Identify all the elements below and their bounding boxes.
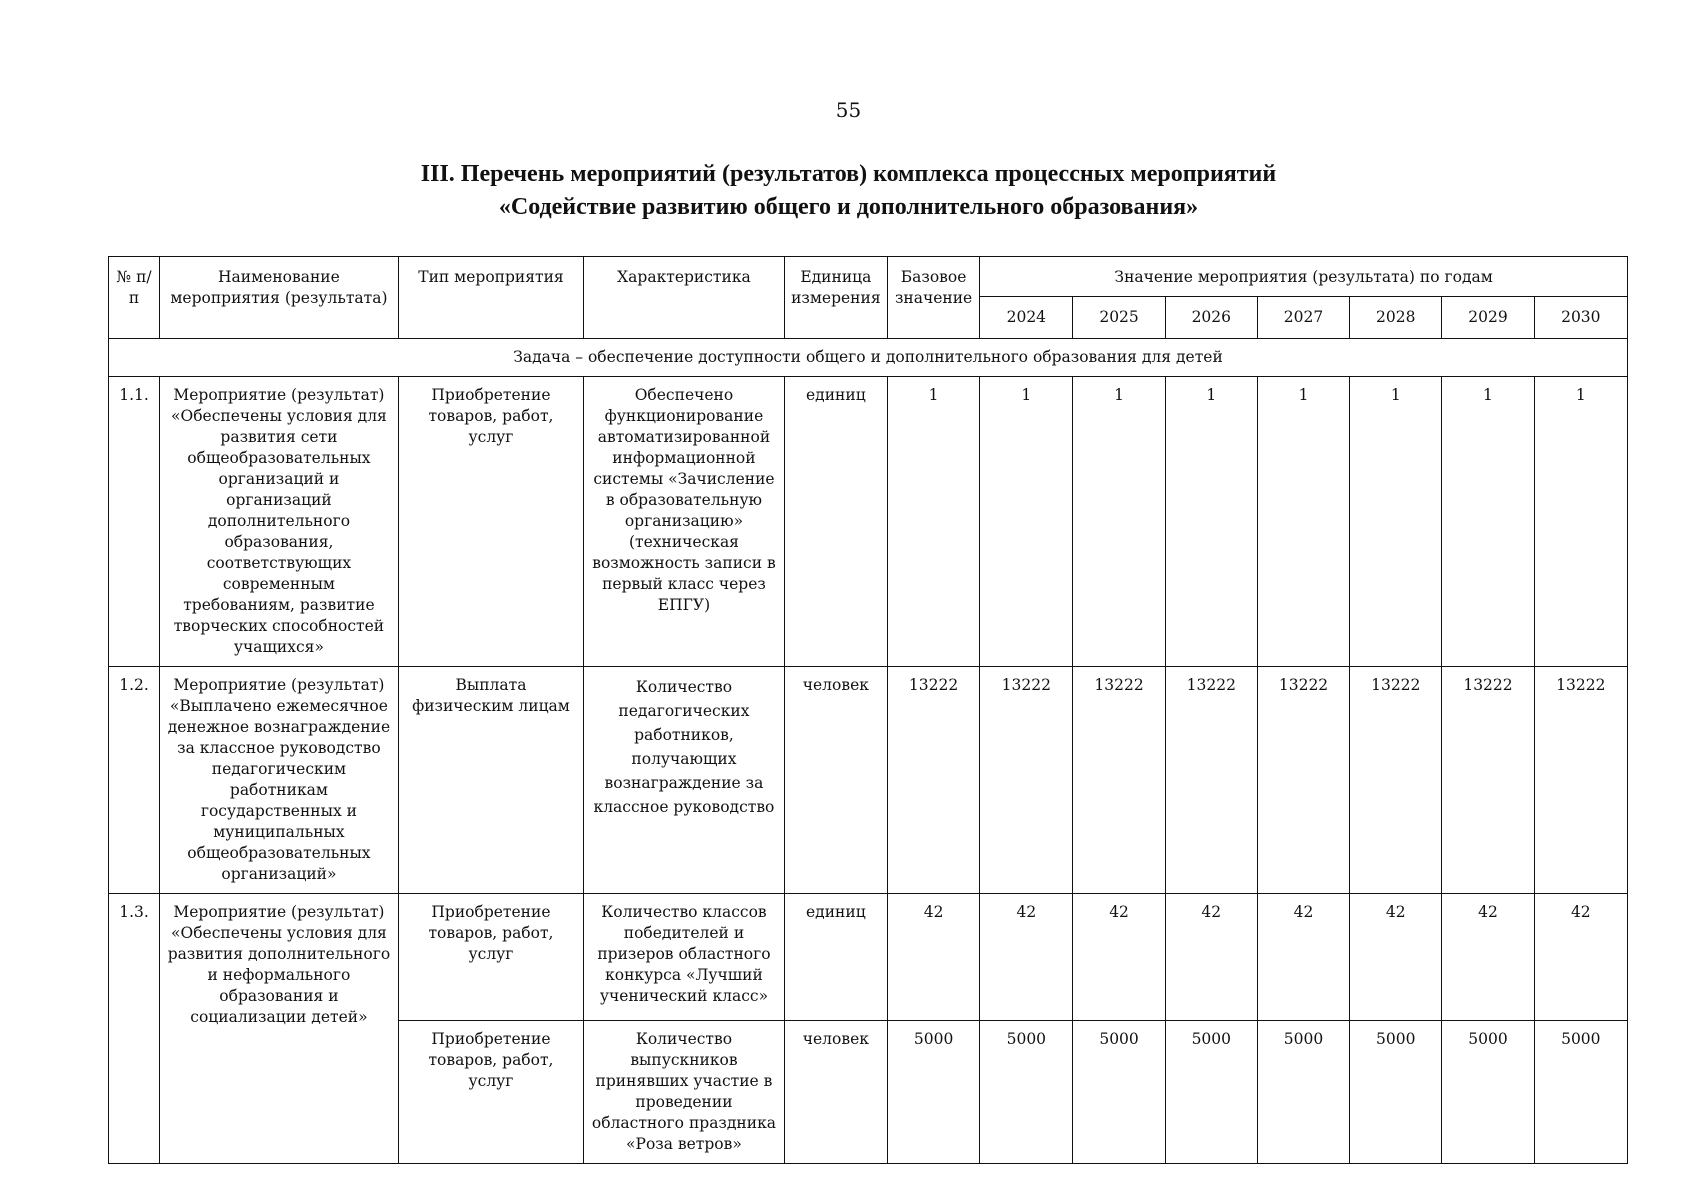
row-unit: человек <box>784 667 887 894</box>
measures-table <box>108 256 1628 1164</box>
header-year: 2025 <box>1073 297 1165 339</box>
row-value-2026: 1 <box>1165 377 1257 667</box>
header-values-by-year: Значение мероприятия (результата) по годам <box>980 257 1628 297</box>
header-name: Наименование мероприятия (результата) <box>160 257 399 339</box>
row-value-2029: 1 <box>1442 377 1534 667</box>
row-value-2026: 13222 <box>1165 667 1257 894</box>
row-value-2025: 42 <box>1073 894 1165 1021</box>
row-value-2027: 42 <box>1257 894 1349 1021</box>
header-year: 2028 <box>1350 297 1442 339</box>
row-name: Мероприятие (результат) «Выплачено ежемесячное денежное вознаграждение за классное руководство педагогическим работникам государственных и муниципальных общеобразовательных организаций» <box>160 667 399 894</box>
row-unit: единиц <box>784 377 887 667</box>
header-year: 2029 <box>1442 297 1534 339</box>
row-value-2029: 5000 <box>1442 1021 1534 1164</box>
row-type: Приобретение товаров, работ, услуг <box>398 1021 583 1164</box>
row-value-2026: 5000 <box>1165 1021 1257 1164</box>
row-type: Выплата физическим лицам <box>398 667 583 894</box>
row-value-2028: 42 <box>1350 894 1442 1021</box>
header-row <box>109 257 1628 297</box>
row-value-2024: 42 <box>980 894 1073 1021</box>
header-num: № п/п <box>109 257 160 339</box>
title-line-1: III. Перечень мероприятий (результатов) комплекса процессных мероприятий <box>420 161 1277 187</box>
task-heading: Задача – обеспечение доступности общего и дополнительного образования для детей <box>109 339 1628 377</box>
row-name: Мероприятие (результат) «Обеспечены условия для развития дополнительного и неформального образования и социализации детей» <box>160 894 399 1164</box>
row-value-2025: 5000 <box>1073 1021 1165 1164</box>
row-value-2028: 13222 <box>1350 667 1442 894</box>
row-num: 1.1. <box>109 377 160 667</box>
page-number: 55 <box>835 98 862 122</box>
header-unit: Единица измерения <box>784 257 887 339</box>
row-base: 1 <box>887 377 979 667</box>
row-value-2026: 42 <box>1165 894 1257 1021</box>
row-value-2027: 1 <box>1257 377 1349 667</box>
row-value-2030: 5000 <box>1534 1021 1627 1164</box>
row-characteristic: Количество выпускников принявших участие в проведении областного праздника «Роза ветров» <box>584 1021 785 1164</box>
row-characteristic: Количество классов победителей и призеров областного конкурса «Лучший ученический класс» <box>584 894 785 1021</box>
row-value-2029: 42 <box>1442 894 1534 1021</box>
table-row <box>109 377 1628 667</box>
title-line-2: «Содействие развитию общего и дополнительного образования» <box>498 194 1199 220</box>
row-value-2024: 5000 <box>980 1021 1073 1164</box>
row-base: 42 <box>887 894 979 1021</box>
row-value-2028: 1 <box>1350 377 1442 667</box>
row-type: Приобретение товаров, работ, услуг <box>398 894 583 1021</box>
row-value-2027: 13222 <box>1257 667 1349 894</box>
row-type: Приобретение товаров, работ, услуг <box>398 377 583 667</box>
header-base: Базовое значение <box>887 257 979 339</box>
header-year: 2030 <box>1534 297 1627 339</box>
row-unit: единиц <box>784 894 887 1021</box>
table-row <box>109 667 1628 894</box>
header-year: 2027 <box>1257 297 1349 339</box>
row-base: 5000 <box>887 1021 979 1164</box>
task-row <box>109 339 1628 377</box>
row-value-2025: 1 <box>1073 377 1165 667</box>
row-name: Мероприятие (результат) «Обеспечены условия для развития сети общеобразовательных организаций и организаций дополнительного образования, соответствующих современным требованиям, развитие творческих способностей учащихся» <box>160 377 399 667</box>
row-num: 1.3. <box>109 894 160 1164</box>
header-type: Тип мероприятия <box>398 257 583 339</box>
table-row <box>109 894 1628 1021</box>
header-year: 2024 <box>980 297 1073 339</box>
header-characteristic: Характеристика <box>584 257 785 339</box>
row-base: 13222 <box>887 667 979 894</box>
header-year: 2026 <box>1165 297 1257 339</box>
row-value-2024: 1 <box>980 377 1073 667</box>
row-value-2024: 13222 <box>980 667 1073 894</box>
row-value-2025: 13222 <box>1073 667 1165 894</box>
row-characteristic: Количество педагогических работников, получающих вознаграждение за классное руководство <box>584 667 785 894</box>
row-characteristic: Обеспечено функционирование автоматизированной информационной системы «Зачисление в образовательную организацию» (техническая возможность записи в первый класс через ЕПГУ) <box>584 377 785 667</box>
row-unit: человек <box>784 1021 887 1164</box>
row-value-2030: 1 <box>1534 377 1627 667</box>
page-title <box>0 158 1697 224</box>
row-num: 1.2. <box>109 667 160 894</box>
row-value-2029: 13222 <box>1442 667 1534 894</box>
row-value-2028: 5000 <box>1350 1021 1442 1164</box>
row-value-2030: 42 <box>1534 894 1627 1021</box>
row-value-2030: 13222 <box>1534 667 1627 894</box>
row-value-2027: 5000 <box>1257 1021 1349 1164</box>
